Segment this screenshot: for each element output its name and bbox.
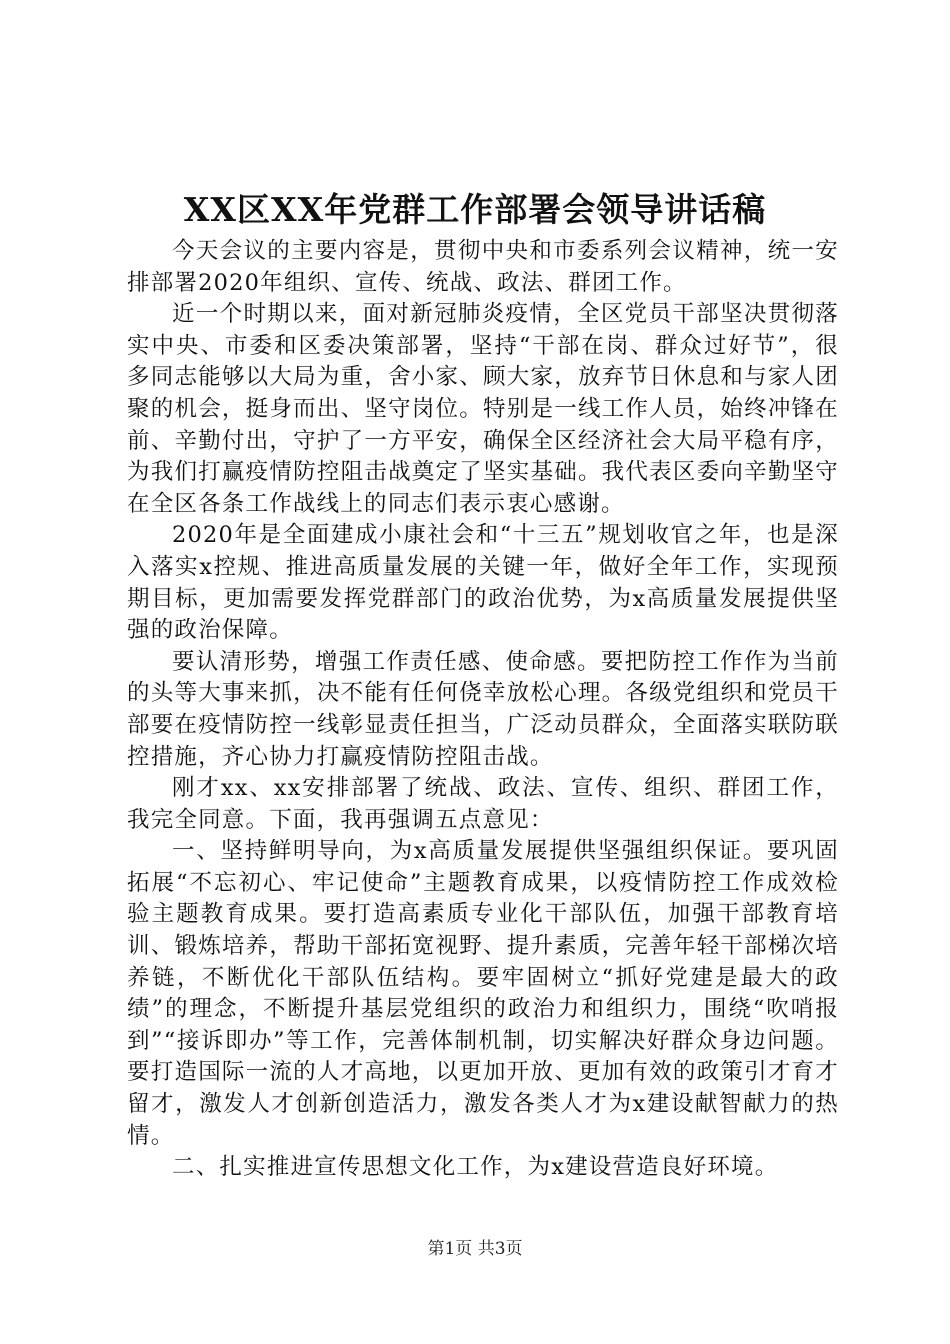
paragraph-arrangement: 刚才xx、xx安排部署了统战、政法、宣传、组织、群团工作，我完全同意。下面，我再强调五点意见： [127, 775, 839, 833]
paragraph-intro: 今天会议的主要内容是，贯彻中央和市委系列会议精神，统一安排部署2020年组织、宣传、统战、政法、群团工作。 [127, 238, 839, 296]
paragraph-2020: 2020年是全面建成小康社会和“十三五”规划收官之年，也是深入落实x控规、推进高质量发展的关键一年，做好全年工作，实现预期目标，更加需要发挥党群部门的政治优势，为x高质量发展提供坚强的政治保障。 [127, 522, 839, 644]
paragraph-point-one: 一、坚持鲜明导向，为x高质量发展提供坚强组织保证。要巩固拓展“不忘初心、牢记使命”主题教育成果，以疫情防控工作成效检验主题教育成果。要打造高素质专业化干部队伍，加强干部教育培训、锻炼培养，帮助干部拓宽视野、提升素质，完善年轻干部梯次培养链，不断优化干部队伍结构。要牢固树立“抓好党建是最大的政绩”的理念，不断提升基层党组织的政治力和组织力，围绕“吹哨报到”“接诉即办”等工作，完善体制机制，切实解决好群众身边问题。要打造国际一流的人才高地，以更加开放、更加有效的政策引才育才留才，激发人才创新创造活力，激发各类人才为x建设献智献力的热情。 [127, 838, 839, 1149]
document-body [127, 236, 839, 1184]
page-footer: 第1页 共3页 [427, 1239, 523, 1259]
paragraph-point-two: 二、扎实推进宣传思想文化工作，为x建设营造良好环境。 [172, 1154, 779, 1181]
page-title: XX区XX年党群工作部署会领导讲话稿 [183, 190, 767, 229]
paragraph-epidemic: 近一个时期以来，面对新冠肺炎疫情，全区党员干部坚决贯彻落实中央、市委和区委决策部署，坚持“干部在岗、群众过好节”，很多同志能够以大局为重，舍小家、顾大家，放弃节日休息和与家人团聚的机会，挺身而出、坚守岗位。特别是一线工作人员，始终冲锋在前、辛勤付出，守护了一方平安，确保全区经济社会大局平稳有序，为我们打赢疫情防控阻击战奠定了坚实基础。我代表区委向辛勤坚守在全区各条工作战线上的同志们表示衷心感谢。 [127, 301, 839, 517]
paragraph-situation: 要认清形势，增强工作责任感、使命感。要把防控工作作为当前的头等大事来抓，决不能有任何侥幸放松心理。各级党组织和党员干部要在疫情防控一线彰显责任担当，广泛动员群众，全面落实联防联控措施，齐心协力打赢疫情防控阻击战。 [127, 648, 839, 770]
